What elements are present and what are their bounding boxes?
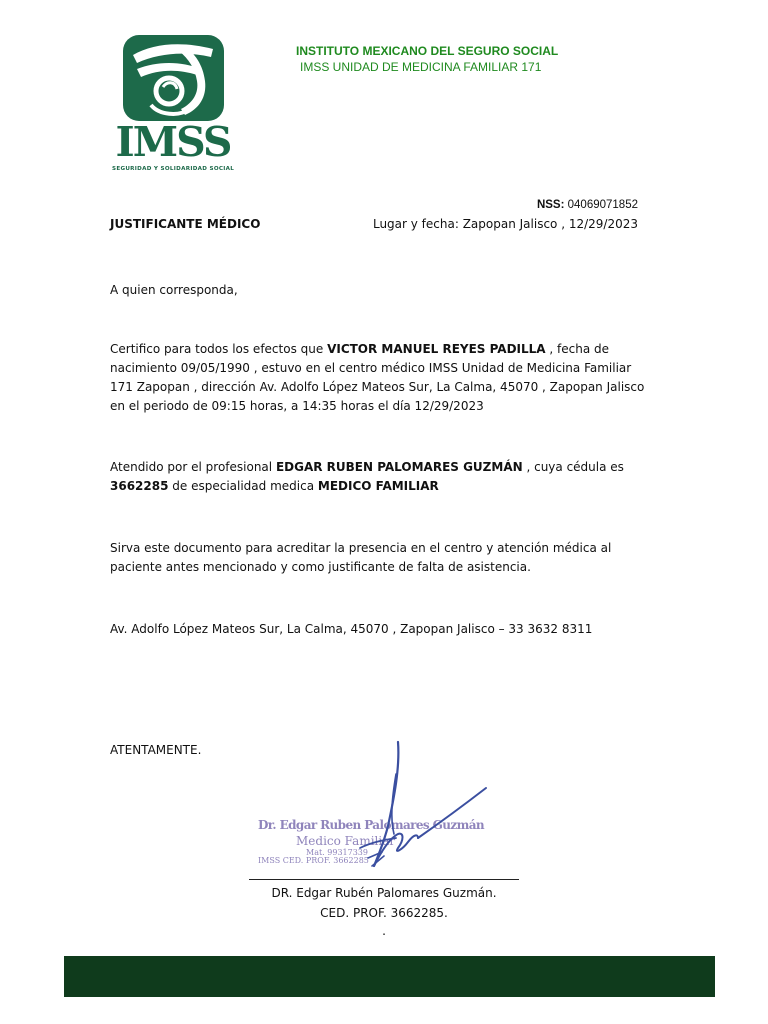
cedula-number: 3662285 <box>110 479 169 493</box>
p2-mid: , cuya cédula es <box>522 460 624 474</box>
doctor-name: EDGAR RUBEN PALOMARES GUZMÁN <box>275 460 523 474</box>
stamp-line-1: Dr. Edgar Ruben Palomares Guzmán <box>258 818 484 832</box>
signer-name: DR. Edgar Rubén Palomares Guzmán. <box>271 886 497 900</box>
logo-wordmark: IMSS <box>115 118 231 166</box>
p1-prefix: Certifico para todos los efectos que <box>110 342 328 356</box>
greeting: A quien corresponda, <box>110 283 238 297</box>
imss-eagle-emblem-icon <box>123 35 224 121</box>
patient-name: VICTOR MANUEL REYES PADILLA <box>327 342 546 356</box>
document-title: JUSTIFICANTE MÉDICO <box>110 217 261 231</box>
stamp-line-4: IMSS CED. PROF. 3662285 <box>258 856 369 865</box>
signature-line <box>249 879 519 880</box>
institution-unit: IMSS UNIDAD DE MEDICINA FAMILIAR 171 <box>300 60 542 74</box>
signer-dot: . <box>382 924 386 938</box>
attending-paragraph <box>110 458 650 496</box>
p1-rest: , fecha de nacimiento 09/05/1990 , estuvo en el centro médico IMSS Unidad de Medicina Familiar 171 Zapopan , dirección Av. Adolfo López Mateos Sur, La Calma, 45070 , Zapopan Jalisco en el periodo de 09:15 horas, a 14:35 horas el día 12/29/2023 <box>110 342 645 413</box>
imss-logo <box>112 32 234 178</box>
closing: ATENTAMENTE. <box>110 743 202 757</box>
logo-tagline: SEGURIDAD Y SOLIDARIDAD SOCIAL <box>112 166 235 172</box>
p2-prefix: Atendido por el profesional <box>110 460 276 474</box>
signer-cedula: CED. PROF. 3662285. <box>320 906 448 920</box>
place-date: Lugar y fecha: Zapopan Jalisco , 12/29/2023 <box>372 217 638 231</box>
doctor-stamp-signature <box>248 738 508 878</box>
specialty: MEDICO FAMILIAR <box>317 479 439 493</box>
stamp-line-3: Mat. 99317339 <box>306 848 368 857</box>
nss-value: 04069071852 <box>567 199 638 211</box>
stamp-line-2: Medico Familiar <box>296 834 396 848</box>
footer-bar <box>64 956 715 997</box>
purpose-paragraph: Sirva este documento para acreditar la presencia en el centro y atención médica al paciente antes mencionado y como justificante de falta de asistencia. <box>110 541 612 574</box>
clinic-address: Av. Adolfo López Mateos Sur, La Calma, 45070 , Zapopan Jalisco – 33 3632 8311 <box>110 622 593 636</box>
nss-label: NSS: <box>536 199 565 211</box>
nss-line <box>537 199 638 211</box>
p2-mid2: de especialidad medica <box>168 479 318 493</box>
institution-name: INSTITUTO MEXICANO DEL SEGURO SOCIAL <box>296 44 559 58</box>
certification-paragraph <box>110 340 650 416</box>
handwritten-signature-icon <box>248 738 508 878</box>
